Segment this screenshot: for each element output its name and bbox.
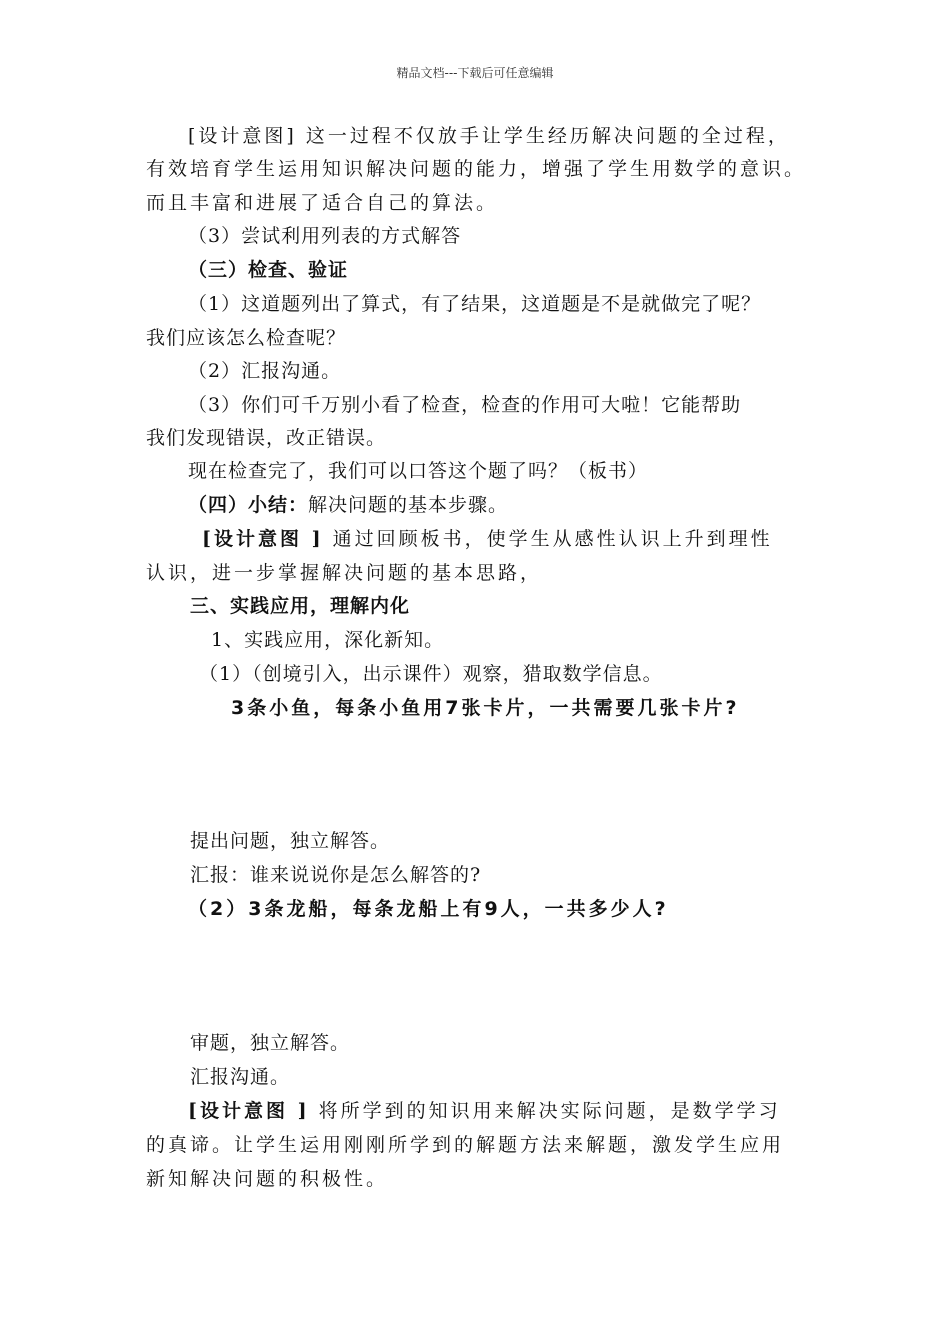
paragraph-text: 我们发现错误，改正错误。 xyxy=(146,427,387,449)
paragraph-text: 通过回顾板书，使学生从感性认识上升到理性 xyxy=(323,528,773,550)
design-intent-paragraph-2 xyxy=(202,527,773,551)
check-step-1 xyxy=(188,292,761,316)
practice-step-1 xyxy=(199,662,663,686)
design-intent-label: [设计意图 ] xyxy=(188,1100,310,1122)
paragraph-text: 新知解决问题的积极性。 xyxy=(146,1168,389,1190)
paragraph-text: 认识，进一步掌握解决问题的基本思路， xyxy=(146,562,543,584)
check-step-2 xyxy=(188,359,341,383)
paragraph-text: 的真谛。让学生运用刚刚所学到的解题方法来解题，激发学生应用 xyxy=(146,1134,785,1156)
section-heading-practice xyxy=(190,594,410,618)
paragraph-text: （2）汇报沟通。 xyxy=(188,360,342,382)
report-line xyxy=(190,863,481,887)
step-list-table xyxy=(188,224,461,248)
check-step-3 xyxy=(188,393,741,417)
paragraph-line xyxy=(146,191,498,215)
paragraph-line xyxy=(146,426,386,450)
paragraph-text: [设计意图] 这一过程不仅放手让学生经历解决问题的全过程， xyxy=(188,125,790,147)
paragraph-text: （3）尝试利用列表的方式解答 xyxy=(188,225,462,247)
paragraph-line xyxy=(146,157,806,181)
design-intent-paragraph-3 xyxy=(188,1099,781,1123)
paragraph-text: （3）你们可千万别小看了检查，检查的作用可大啦！它能帮助 xyxy=(188,394,742,416)
paragraph-text: 而且丰富和进展了适合自己的算法。 xyxy=(146,192,499,214)
paragraph-line xyxy=(146,1133,784,1157)
practice-subheading xyxy=(211,628,444,652)
review-question-line xyxy=(190,1031,350,1055)
summary-text: 解决问题的基本步骤。 xyxy=(308,494,509,516)
oral-answer-line xyxy=(188,459,648,483)
summary-line xyxy=(188,493,508,517)
paragraph-line xyxy=(146,1167,388,1191)
paragraph-text: （1）这道题列出了算式，有了结果，这道题是不是就做完了呢？ xyxy=(188,293,762,315)
heading-text: 三、实践应用，理解内化 xyxy=(190,595,411,617)
report-communicate-line xyxy=(190,1065,290,1089)
design-intent-label: [设计意图 ] xyxy=(202,528,324,550)
paragraph-text: 将所学到的知识用来解决实际问题，是数学学习 xyxy=(309,1100,781,1122)
paragraph-text: 现在检查完了，我们可以口答这个题了吗？（板书） xyxy=(188,460,649,482)
page-header: 精品文档---下载后可任意编辑 xyxy=(396,66,554,80)
summary-label: （四）小结： xyxy=(188,494,309,516)
problem-text: 3条小鱼，每条小鱼用7张卡片，一共需要几张卡片? xyxy=(231,697,740,719)
paragraph-text: 我们应该怎么检查呢？ xyxy=(146,327,347,349)
section-heading-check xyxy=(188,258,348,282)
paragraph-text: 汇报：谁来说说你是怎么解答的? xyxy=(190,864,482,886)
design-intent-paragraph-1 xyxy=(188,124,790,148)
problem-text: （2）3条龙船，每条龙船上有9人，一共多少人? xyxy=(188,898,669,920)
paragraph-text: （1）（创境引入，出示课件）观察，猎取数学信息。 xyxy=(199,663,663,685)
paragraph-text: 提出问题，独立解答。 xyxy=(190,830,391,852)
dragon-boat-problem xyxy=(188,897,669,921)
heading-text: （三）检查、验证 xyxy=(188,259,349,281)
paragraph-line xyxy=(146,326,346,350)
paragraph-text: 汇报沟通。 xyxy=(190,1066,291,1088)
fish-problem xyxy=(231,696,739,720)
paragraph-text: 1、实践应用，深化新知。 xyxy=(211,629,445,651)
paragraph-text: 有效培育学生运用知识解决问题的能力，增强了学生用数学的意识。 xyxy=(146,158,807,180)
paragraph-text: 审题，独立解答。 xyxy=(190,1032,351,1054)
paragraph-line xyxy=(146,561,542,585)
pose-question-line xyxy=(190,829,390,853)
